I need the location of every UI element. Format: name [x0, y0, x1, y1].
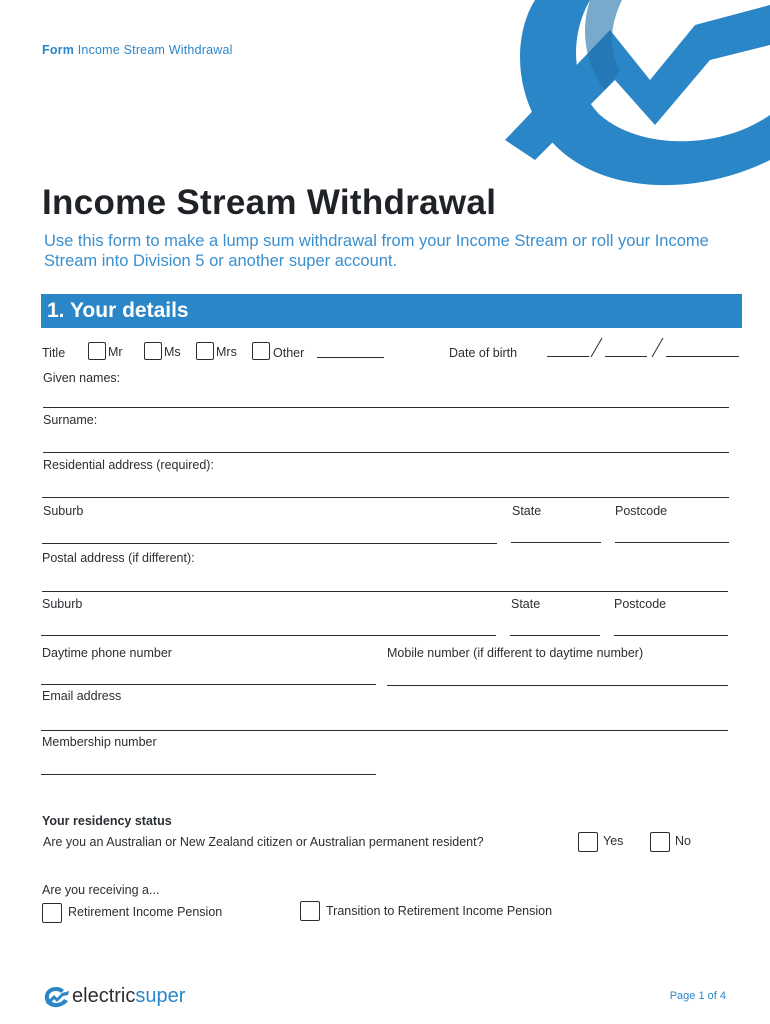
title-mr-label: Mr — [108, 345, 123, 359]
postal-postcode-field[interactable] — [614, 635, 728, 636]
residency-no-label: No — [675, 834, 691, 848]
surname-field[interactable] — [43, 452, 729, 453]
logo-part-electric: electric — [72, 985, 136, 1007]
mobile-field[interactable] — [387, 685, 728, 686]
postal-suburb-field[interactable] — [41, 635, 496, 636]
daytime-phone-field[interactable] — [41, 684, 376, 685]
given-names-label: Given names: — [43, 371, 121, 385]
electricsuper-logo — [72, 985, 185, 1008]
form-name: Income Stream Withdrawal — [77, 43, 233, 57]
logo-part-super: super — [135, 985, 186, 1007]
suburb-field[interactable] — [42, 543, 497, 544]
title-ms-label: Ms — [164, 345, 181, 359]
email-label: Email address — [42, 689, 122, 703]
residential-address-field[interactable] — [42, 497, 729, 498]
dob-separator-icon — [650, 336, 666, 358]
state-field[interactable] — [511, 542, 601, 543]
postcode-field[interactable] — [615, 542, 729, 543]
residency-question: Are you an Australian or New Zealand citizen or Australian permanent resident? — [43, 835, 484, 849]
title-other-checkbox[interactable] — [252, 342, 270, 360]
transition-to-retirement-label: Transition to Retirement Income Pension — [326, 904, 553, 918]
dob-year-field[interactable] — [666, 356, 739, 357]
postal-postcode-label: Postcode — [614, 597, 667, 611]
daytime-phone-label: Daytime phone number — [42, 646, 172, 660]
dob-month-field[interactable] — [605, 356, 647, 357]
mobile-label: Mobile number (if different to daytime number) — [387, 646, 644, 660]
residency-heading: Your residency status — [42, 814, 172, 828]
residential-address-label: Residential address (required): — [43, 458, 214, 472]
title-ms-checkbox[interactable] — [144, 342, 162, 360]
form-word: Form — [42, 43, 75, 57]
receiving-question: Are you receiving a... — [42, 883, 160, 897]
membership-field[interactable] — [41, 774, 376, 775]
title-label: Title — [42, 346, 66, 360]
transition-to-retirement-checkbox[interactable] — [300, 901, 320, 921]
brand-graphic — [490, 0, 770, 200]
section-heading-your-details: 1. Your details — [41, 294, 742, 328]
postal-address-field[interactable] — [42, 591, 728, 592]
dob-day-field[interactable] — [547, 356, 589, 357]
title-mrs-label: Mrs — [216, 345, 237, 359]
postcode-label: Postcode — [615, 504, 668, 518]
title-other-label: Other — [273, 346, 305, 360]
residency-no-checkbox[interactable] — [650, 832, 670, 852]
suburb-label: Suburb — [43, 504, 84, 518]
page-subtitle: Use this form to make a lump sum withdrawal from your Income Stream or roll your Income Stream into Division 5 or another super account. — [44, 232, 709, 270]
membership-label: Membership number — [42, 735, 157, 749]
residency-yes-label: Yes — [603, 834, 624, 848]
postal-address-label: Postal address (if different): — [42, 551, 195, 565]
form-header — [42, 43, 233, 57]
title-mrs-checkbox[interactable] — [196, 342, 214, 360]
postal-suburb-label: Suburb — [42, 597, 83, 611]
dob-separator-icon — [589, 336, 605, 358]
title-mr-checkbox[interactable] — [88, 342, 106, 360]
surname-label: Surname: — [43, 413, 98, 427]
postal-state-label: State — [511, 597, 541, 611]
page-number: Page 1 of 4 — [669, 990, 726, 1002]
state-label: State — [512, 504, 542, 518]
residency-yes-checkbox[interactable] — [578, 832, 598, 852]
postal-state-field[interactable] — [510, 635, 600, 636]
electricsuper-logo-icon — [42, 985, 70, 1009]
dob-label: Date of birth — [449, 346, 518, 360]
given-names-field[interactable] — [43, 407, 729, 408]
retirement-income-pension-label: Retirement Income Pension — [68, 905, 223, 919]
email-field[interactable] — [41, 730, 728, 731]
retirement-income-pension-checkbox[interactable] — [42, 903, 62, 923]
title-other-field[interactable] — [317, 357, 384, 358]
page-title: Income Stream Withdrawal — [42, 183, 497, 222]
